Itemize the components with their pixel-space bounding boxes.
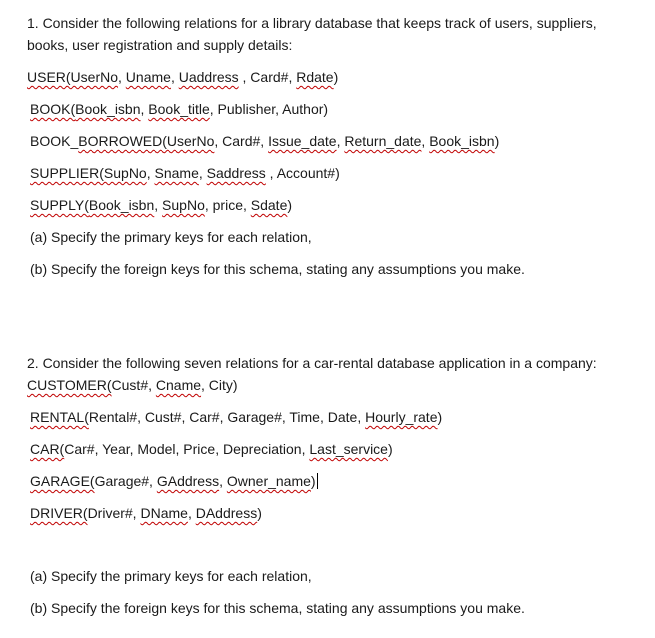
relation-supplier [30, 164, 340, 182]
attr-last-service: Last_service [309, 441, 388, 457]
attr-supno: SupNo [162, 197, 205, 213]
q2-part-b: (b) Specify the foreign keys for this schema, stating any assumptions you make. [30, 600, 525, 616]
relation-user-name: USER(UserNo [27, 69, 119, 85]
attr-sname: Sname [154, 165, 199, 181]
attr-saddress: Saddress [206, 165, 266, 181]
relation-rental [30, 408, 442, 426]
separator: , [187, 505, 196, 521]
attr-book-isbn: Book_isbn [429, 133, 495, 149]
separator: , [219, 473, 227, 489]
separator: , [140, 101, 149, 117]
attr-daddress: DAddress [195, 505, 258, 521]
attr-hourly-rate: Hourly_rate [365, 409, 438, 425]
separator: , [118, 69, 126, 85]
attr-city: , City) [201, 377, 238, 393]
relation-supply [30, 196, 292, 214]
attr-gaddress: GAddress [156, 473, 220, 489]
closing-paren: ) [437, 409, 443, 425]
relation-garage [30, 472, 318, 490]
closing-paren: ) [494, 133, 500, 149]
rental-attributes: Rental#, Cust#, Car#, Garage#, Time, Date, [88, 409, 366, 425]
attr-cname: Cname [155, 377, 202, 393]
separator: , [198, 165, 207, 181]
relation-customer [27, 376, 238, 394]
attr-book-title: Book_title [148, 101, 210, 117]
attr-garage: Garage#, [94, 473, 157, 489]
relation-driver [30, 504, 262, 522]
relation-book-name: BOOK( [30, 101, 76, 117]
q1-intro-line2: books, user registration and supply details: [27, 37, 293, 53]
attr-issue-date: Issue_date [268, 133, 337, 149]
attr-uname: Uname [125, 69, 171, 85]
relation-book-borrowed-prefix: BOOK_ [30, 133, 79, 149]
relation-book-borrowed [30, 132, 499, 150]
relation-car [30, 440, 393, 458]
attr-sdate: Sdate [250, 197, 288, 213]
attr-card: , Card#, [214, 133, 269, 149]
closing-paren: ) [310, 473, 316, 489]
closing-paren: ) [287, 197, 293, 213]
relation-book [30, 100, 328, 118]
separator: , [154, 197, 163, 213]
relation-customer-name: CUSTOMER( [27, 377, 112, 393]
attr-account: , Account#) [265, 165, 340, 181]
attr-owner-name: Owner_name [226, 473, 311, 489]
q1-part-b: (b) Specify the foreign keys for this schema, stating any assumptions you make. [30, 261, 525, 277]
closing-paren: ) [387, 441, 393, 457]
relation-driver-name: DRIVER( [30, 505, 88, 521]
separator: , [336, 133, 345, 149]
attr-publisher-author: , Publisher, Author) [209, 101, 329, 117]
q1-intro-line1: 1. Consider the following relations for a library database that keeps track of users, suppliers, [27, 15, 597, 31]
separator: , [146, 165, 155, 181]
q2-intro: 2. Consider the following seven relations for a car-rental database application in a company: [27, 355, 597, 371]
attr-dname: DName [140, 505, 188, 521]
relation-car-name: CAR( [30, 441, 65, 457]
attr-uaddress: Uaddress [178, 69, 239, 85]
attr-driver: Driver#, [87, 505, 141, 521]
relation-book-borrowed-name: BORROWED(UserNo [78, 133, 215, 149]
q2-part-a: (a) Specify the primary keys for each relation, [30, 568, 312, 584]
attr-return-date: Return_date [344, 133, 422, 149]
attr-rdate: Rdate [296, 69, 334, 85]
relation-user [27, 68, 338, 86]
relation-supplier-name: SUPPLIER(SupNo [30, 165, 147, 181]
closing-paren: ) [257, 505, 262, 521]
attr-price: , price, [204, 197, 251, 213]
relation-rental-name: RENTAL( [30, 409, 89, 425]
relation-garage-name: GARAGE( [30, 473, 95, 489]
text-cursor [317, 473, 318, 489]
closing-paren: ) [333, 69, 339, 85]
separator: , [170, 69, 179, 85]
attr-cust: Cust#, [111, 377, 156, 393]
separator: , [421, 133, 430, 149]
q1-part-a: (a) Specify the primary keys for each relation, [30, 229, 312, 245]
attr-book-isbn: Book_isbn [75, 101, 141, 117]
car-attributes: Car#, Year, Model, Price, Depreciation, [64, 441, 310, 457]
attr-book-isbn: Book_isbn [88, 197, 155, 213]
relation-supply-name: SUPPLY( [30, 197, 89, 213]
attr-card: , Card#, [238, 69, 297, 85]
